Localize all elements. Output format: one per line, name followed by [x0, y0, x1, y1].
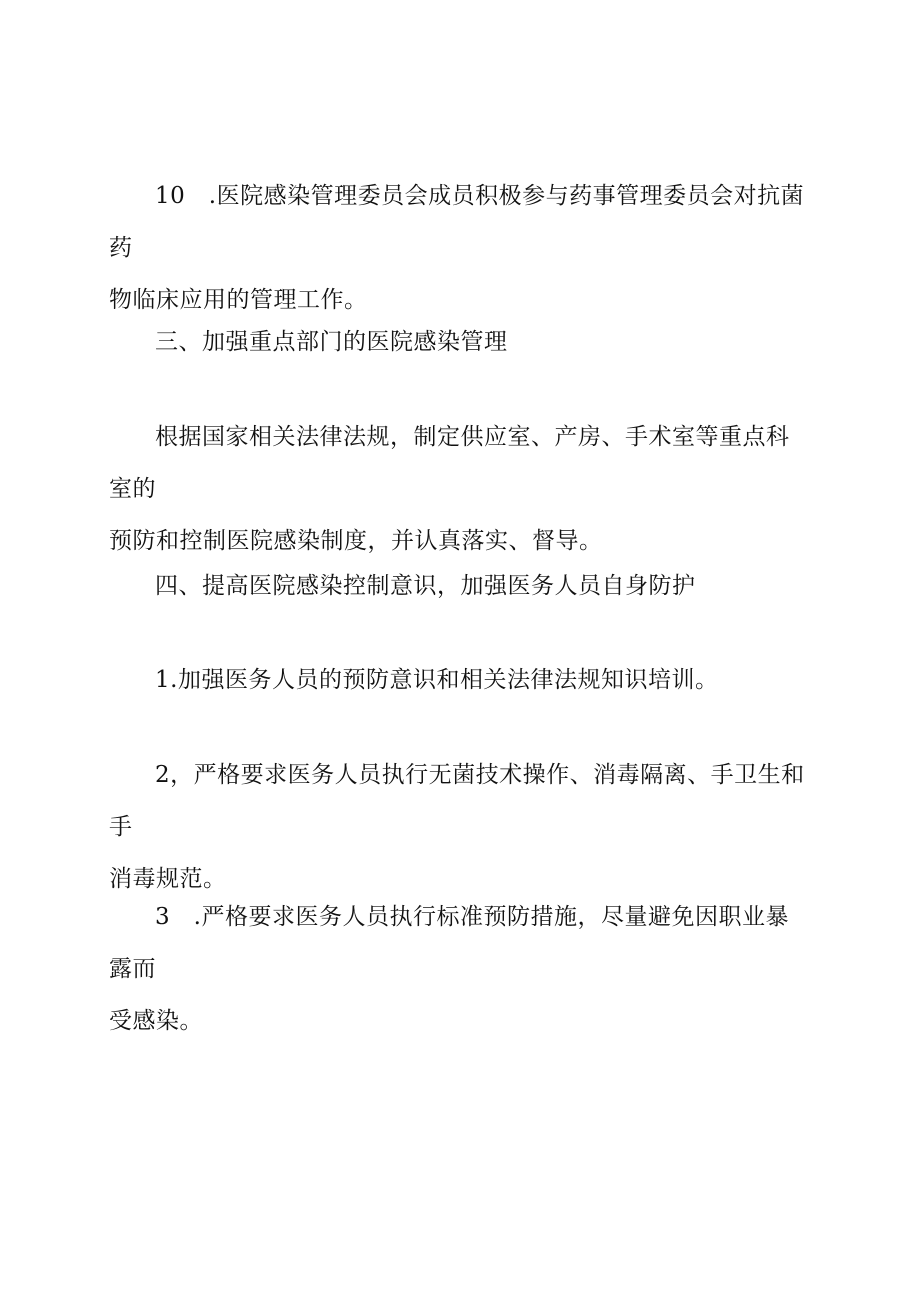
paragraph-item-1 — [109, 654, 809, 706]
paragraph-line: 1.加强医务人员的预防意识和相关法律法规知识培训。 — [155, 667, 719, 693]
heading-line: 三、加强重点部门的医院感染管理 — [155, 329, 508, 355]
paragraph-line: 受感染。 — [109, 1008, 203, 1034]
paragraph-line: 预防和控制医院感染制度，并认真落实、督导。 — [109, 528, 603, 554]
section-heading-4 — [109, 560, 809, 612]
paragraph-key-departments — [109, 411, 809, 567]
heading-line: 四、提高医院感染控制意识，加强医务人员自身防护 — [155, 573, 696, 599]
paragraph-line: 2，严格要求医务人员执行无菌技术操作、消毒隔离、手卫生和手 — [109, 762, 805, 840]
section-heading-3 — [109, 316, 809, 368]
paragraph-line: 物临床应用的管理工作。 — [109, 287, 368, 313]
paragraph-item-3 — [109, 891, 809, 1047]
paragraph-line: 10 .医院感染管理委员会成员积极参与药事管理委员会对抗菌药 — [109, 183, 805, 261]
paragraph-item-2 — [109, 749, 809, 905]
paragraph-line: 根据国家相关法律法规，制定供应室、产房、手术室等重点科室的 — [109, 424, 790, 502]
paragraph-line: 消毒规范。 — [109, 866, 227, 892]
paragraph-item-10 — [109, 170, 809, 326]
paragraph-line: 3 .严格要求医务人员执行标准预防措施，尽量避免因职业暴露而 — [109, 904, 789, 982]
